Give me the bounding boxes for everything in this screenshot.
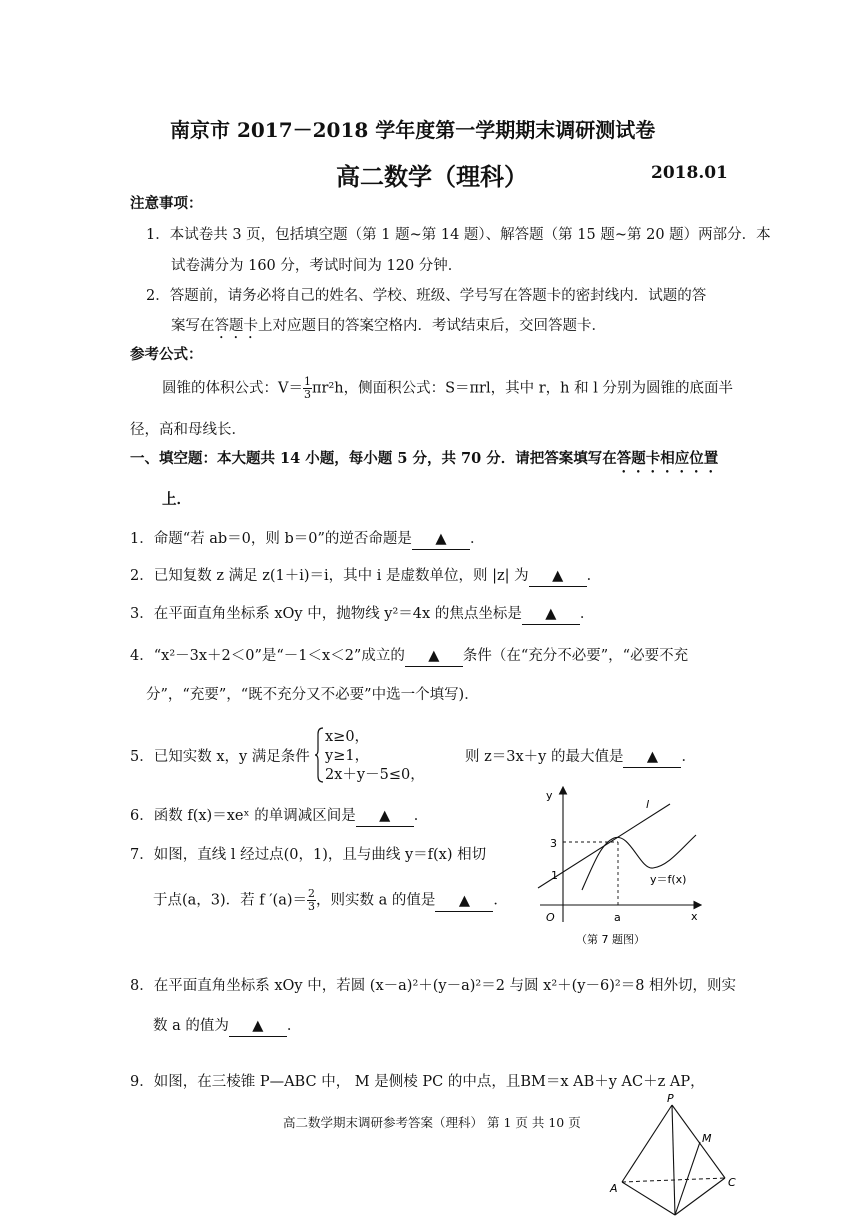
- question-5-ask: 则 z＝3x＋y 的最大值是 ▲ ．: [465, 747, 696, 768]
- question-2: 2．已知复数 z 满足 z(1＋i)＝i，其中 i 是虚数单位，则 |z| 为 ▲ ．: [130, 566, 601, 587]
- notice-heading: 注意事项：: [130, 195, 203, 212]
- question-7-cont: 于点(a，3)．若 f ′(a)＝ $\frac{2}{3}$ ，则实数 a 的值是 ▲ ．: [153, 887, 508, 913]
- figure-7: [530, 780, 715, 950]
- answer-blank: ▲: [623, 747, 681, 768]
- line-label: l: [646, 798, 650, 811]
- answer-blank: ▲: [405, 646, 463, 667]
- section-heading-cont: 上．: [162, 491, 191, 508]
- question-9: 9．如图，在三棱锥 P—ABC 中， M 是侧棱 PC 的中点，且BM＝x AB＋y AC＋z AP，: [130, 1074, 705, 1090]
- page-footer: 高二数学期末调研参考答案（理科） 第 1 页 共 10 页: [283, 1115, 581, 1130]
- system-brace: [314, 727, 324, 783]
- fraction-one-third: $\frac{1}{3}$: [303, 375, 311, 401]
- answer-blank: ▲: [356, 806, 414, 827]
- vertex-A: A: [610, 1182, 618, 1195]
- formula-heading: 参考公式：: [130, 346, 203, 363]
- question-5: 5．已知实数 x，y 满足条件: [130, 749, 310, 765]
- question-8-cont: 数 a 的值为 ▲ ．: [153, 1016, 301, 1037]
- tick-1: 1: [551, 869, 558, 882]
- tick-3: 3: [550, 837, 557, 850]
- fraction-two-thirds: $\frac{2}{3}$: [308, 887, 316, 913]
- question-6: 6．函数 f(x)＝xeˣ 的单调减区间是 ▲ ．: [130, 806, 428, 827]
- vertex-P: P: [667, 1092, 674, 1105]
- answer-blank: ▲: [412, 529, 470, 550]
- notice-item-2: 2．答题前，请务必将自己的姓名、学校、班级、学号写在答题卡的密封线内．试题的答: [146, 288, 707, 304]
- curve-label: y＝f(x): [650, 873, 687, 886]
- point-M: M: [702, 1132, 712, 1145]
- figure-9: [600, 1090, 750, 1216]
- answer-blank: ▲: [522, 604, 580, 625]
- answer-blank: ▲: [229, 1016, 287, 1037]
- origin-label: O: [546, 911, 555, 924]
- document-date: 2018.01: [651, 163, 728, 183]
- question-1: 1．命题“若 ab＝0，则 b＝0”的逆否命题是 ▲ ．: [130, 529, 484, 550]
- vertex-C: C: [728, 1176, 736, 1189]
- question-8: 8．在平面直角坐标系 xOy 中，若圆 (x－a)²＋(y－a)²＝2 与圆 x²＋(y－6)²＝8 相外切，则实: [130, 978, 737, 994]
- document-title: 南京市 2017－2018 学年度第一学期期末调研测试卷: [170, 118, 656, 142]
- document-subtitle: 高二数学（理科）: [336, 162, 528, 191]
- y-axis-label: y: [546, 789, 553, 802]
- condition-1: x≥0，: [325, 729, 370, 745]
- question-7: 7．如图，直线 l 经过点(0，1)，且与曲线 y＝f(x) 相切: [130, 847, 487, 863]
- formula-line: 圆锥的体积公式：V＝ $\frac{1}{3}$ πr²h，侧面积公式：S＝πrl，其中 r，h 和 l 分别为圆锥的底面半: [162, 375, 733, 401]
- condition-3: 2x＋y－5≤0，: [325, 767, 425, 783]
- formula-line-cont: 径，高和母线长．: [130, 422, 246, 438]
- notice-item-1: 1．本试卷共 3 页，包括填空题（第 1 题~第 14 题）、解答题（第 15 题~第 20 题）两部分．本: [146, 227, 771, 243]
- notice-item-1-cont: 试卷满分为 160 分，考试时间为 120 分钟．: [171, 258, 463, 274]
- question-4-cont: 分”，“充要”，“既不充分又不必要”中选一个填写)．: [146, 687, 479, 703]
- x-axis-label: x: [691, 910, 698, 923]
- tick-a: a: [614, 911, 621, 924]
- answer-blank: ▲: [435, 891, 493, 912]
- question-4: 4．“x²－3x＋2＜0”是“－1＜x＜2”成立的 ▲ 条件（在“充分不必要”，“必要不充: [130, 646, 688, 667]
- notice-item-2-cont: 案写在答题卡上对应题目的答案空格内．考试结束后，交回答题卡．: [171, 318, 606, 334]
- condition-2: y≥1，: [325, 748, 370, 764]
- answer-blank: ▲: [529, 566, 587, 587]
- section-heading: 一、填空题：本大题共 14 小题，每小题 5 分，共 70 分．请把答案填写在答题卡相应位置: [130, 450, 719, 467]
- question-3: 3．在平面直角坐标系 xOy 中，抛物线 y²＝4x 的焦点坐标是 ▲ ．: [130, 604, 594, 625]
- figure-caption: （第 7 题图）: [576, 933, 645, 946]
